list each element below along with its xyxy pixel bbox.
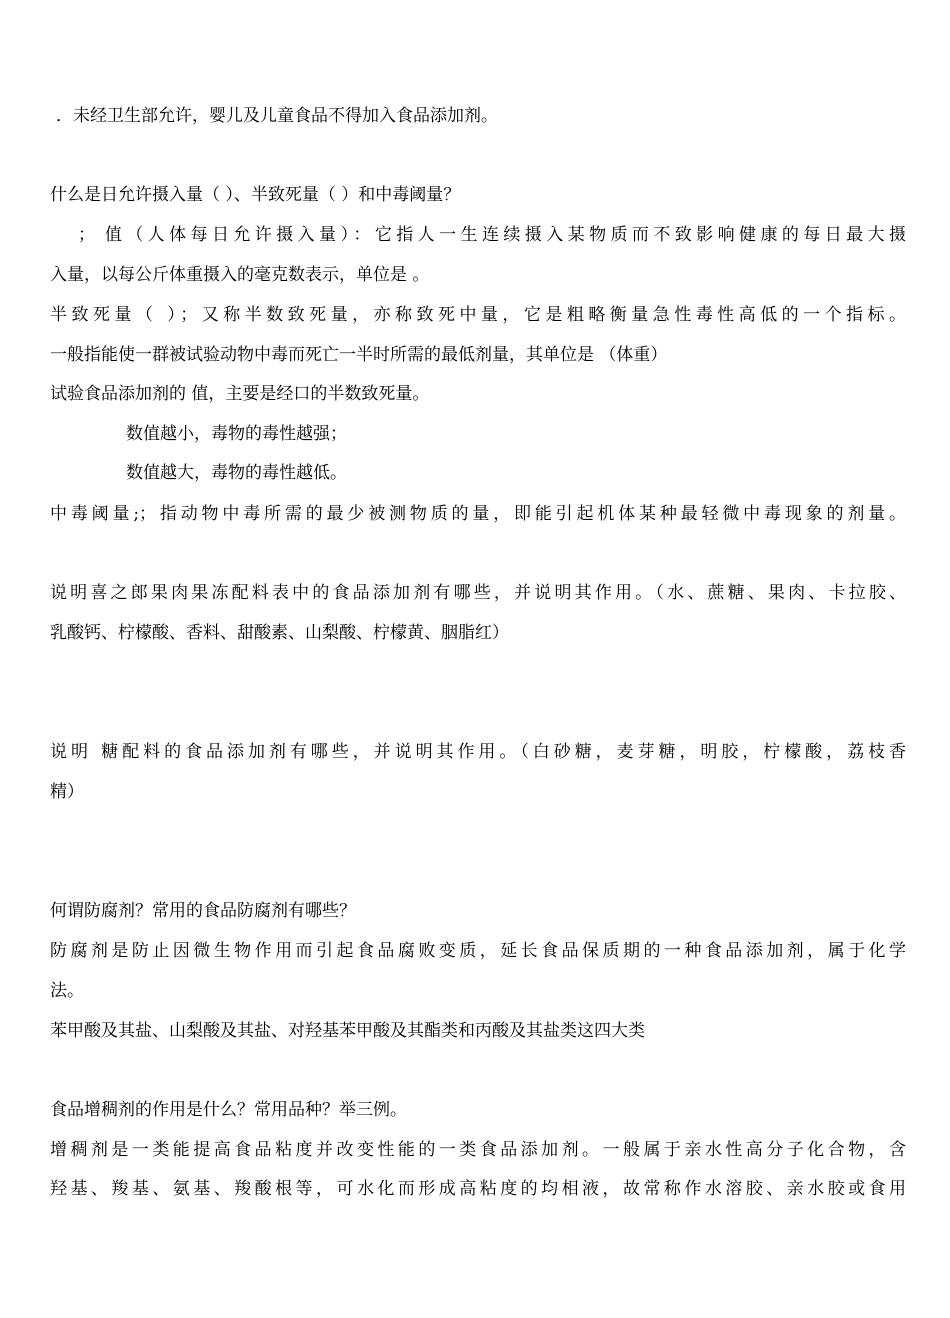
text-line: ．未经卫生部允许，婴儿及儿童食品不得加入食品添加剂。 xyxy=(56,106,498,126)
text-line: 增稠剂是一类能提高食品粘度并改变性能的一类食品添加剂。一般属于亲水性高分子化合物，含 xyxy=(50,1140,906,1160)
question-heading: 什么是日允许摄入量（ ）、半致死量（ ）和中毒阈量？ xyxy=(50,185,461,205)
text-line: 精） xyxy=(50,782,84,802)
text-line: 法。 xyxy=(50,981,84,1001)
text-line: 数值越大，毒物的毒性越低。 xyxy=(126,463,347,483)
text-line: 数值越小，毒物的毒性越强； xyxy=(126,424,347,444)
question-heading: 说明 糖配料的食品添加剂有哪些，并说明其作用。（白砂糖，麦芽糖，明胶，柠檬酸，荔枝香 xyxy=(50,742,906,762)
text-line: 苯甲酸及其盐、山梨酸及其盐、对羟基苯甲酸及其酯类和丙酸及其盐类这四大类 xyxy=(50,1021,645,1041)
question-heading: 食品增稠剂的作用是什么？常用品种？举三例。 xyxy=(50,1100,407,1120)
text-line: 中毒阈量;；指动物中毒所需的最少被测物质的量，即能引起机体某种最轻微中毒现象的剂量。 xyxy=(50,504,906,524)
text-line: 试验食品添加剂的 值，主要是经口的半数致死量。 xyxy=(50,384,430,404)
text-line: ； 值（人体每日允许摄入量）：它指人一生连续摄入某物质而不致影响健康的每日最大摄 xyxy=(78,225,906,245)
question-heading: 何谓防腐剂？常用的食品防腐剂有哪些？ xyxy=(50,901,356,921)
text-line: 入量，以每公斤体重摄入的毫克数表示，单位是 。 xyxy=(50,265,430,285)
text-line: 乳酸钙、柠檬酸、香料、甜酸素、山梨酸、柠檬黄、胭脂红） xyxy=(50,623,509,643)
text-line: 半致死量（ ）；又称半数致死量，亦称致死中量，它是粗略衡量急性毒性高低的一个指标。 xyxy=(50,305,906,325)
text-line: 防腐剂是防止因微生物作用而引起食品腐败变质，延长食品保质期的一种食品添加剂，属于化学 xyxy=(50,941,906,961)
text-line: 羟基、羧基、氨基、羧酸根等，可水化而形成高粘度的均相液，故常称作水溶胶、亲水胶或食用 xyxy=(50,1179,906,1199)
text-line: 一般指能使一群被试验动物中毒而死亡一半时所需的最低剂量，其单位是 （体重） xyxy=(50,345,668,365)
question-heading: 说明喜之郎果肉果冻配料表中的食品添加剂有哪些，并说明其作用。（水、蔗糖、果肉、卡拉胶、 xyxy=(50,583,906,603)
